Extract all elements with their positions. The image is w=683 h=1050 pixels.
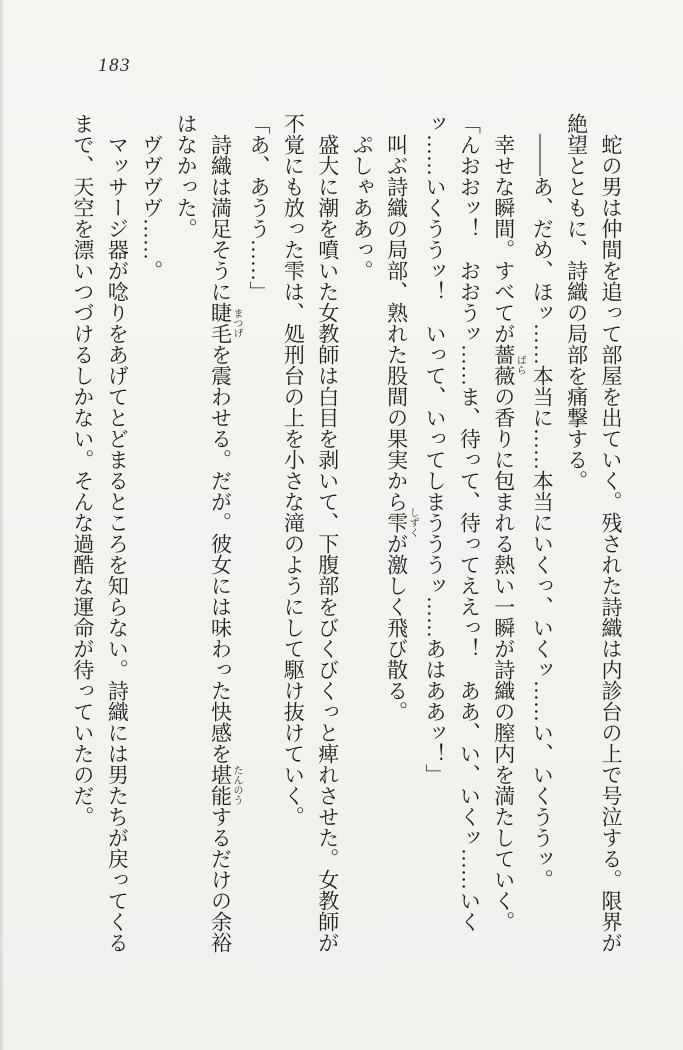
text-run: 「あ、あうう……」 [246,113,271,302]
text-block [66,113,629,953]
paragraph [134,113,168,953]
paragraph [242,113,276,953]
paragraph [379,113,417,953]
paragraph [525,113,559,953]
text-run: を震わせる。だが。彼女には味わった快感を [208,344,233,764]
text-run: ぷしゃああっ。 [350,134,375,281]
paragraph [276,113,345,953]
paragraph [486,113,524,953]
text-run: 盛大に潮を噴いた女教師は白目を剥いて、下腹部をびくびくっと痺れさせた。女教師が不覚にも放った雫は、処刑台の上を小さな滝のようにして駆け抜けていく。 [281,113,340,953]
paragraph [559,113,628,953]
text-run: の香りに包まれる熱い一瞬が詩織の膣内を満たしていく。 [491,386,516,932]
text-run: 蛇の男は仲間を追って部屋を出ていく。残された詩織は内診台の上で号泣する。限界が絶望とともに、詩織の局部を痛撃する。 [564,113,623,953]
ruby-annotated-word: 薔薇ばら [491,344,526,386]
furigana: しずく [407,507,419,538]
text-run: 詩織は満足そうに [208,134,233,302]
paragraph [418,113,487,953]
text-run: マッサージ器が唸りをあげてとどまるところを知らない。詩織には男たちが戻ってくるまで、天空を漂いつづけるしかない。そんな過酷な運命が待っていたのだ。 [70,113,130,953]
paragraph [66,113,135,953]
furigana: まつげ [231,302,243,344]
ruby-annotated-word: 堪能たんのう [208,764,243,806]
ruby-annotated-word: 睫毛まつげ [208,302,243,344]
text-run: が激しく飛び散る。 [384,533,409,722]
text-run: 「んおおッ！ おおうッ……ま、待って、待ってええっ！ ああ、い、いくッ……いくッ……いくううッ！ いって、いってしまうううッ……あはああッ！」 [422,113,482,932]
paragraph [345,113,379,953]
ruby-annotated-word: 雫しずく [384,507,419,538]
text-run: 叫ぶ詩織の局部、熟れた股間の果実から [384,134,409,512]
text-run: 幸せな瞬間。すべてが [491,134,516,344]
text-run: ヴヴヴヴ……。 [139,134,164,281]
scan-edge-shadow [0,0,4,1050]
text-run: するだけの余裕はなかった。 [174,113,233,953]
furigana: ばら [514,344,526,386]
page-number: 183 [98,55,131,76]
text-run: ――あ、だめ、ほッ……本当に……本当にいくっ、いくッ……い、いくううッ。 [530,134,555,890]
furigana: たんのう [231,764,243,806]
paragraph [169,113,242,953]
